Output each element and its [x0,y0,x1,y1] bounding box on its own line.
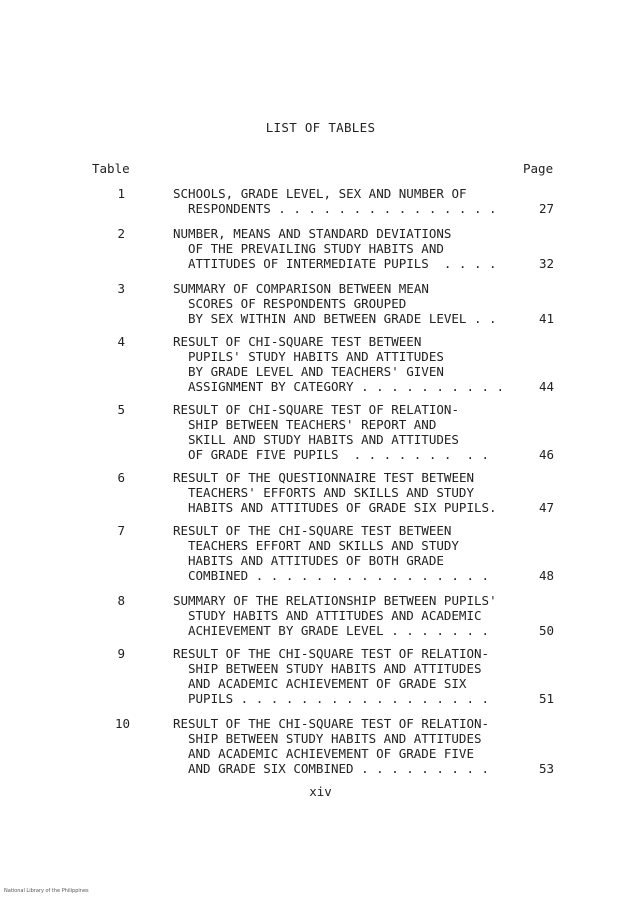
entry-title-line: AND ACADEMIC ACHIEVEMENT OF GRADE SIX [188,676,467,691]
entry-title-line: RESULT OF CHI-SQUARE TEST OF RELATION- [173,402,459,417]
entry-page-number: 44 [538,379,554,394]
entry-title-line: RESULT OF THE CHI-SQUARE TEST OF RELATION- [173,716,490,731]
entry-number: 3 [117,281,125,296]
entry-page-number: 53 [538,761,554,776]
entry-title-line: SUMMARY OF THE RELATIONSHIP BETWEEN PUPILS' [173,593,497,608]
entry-title-line: RESPONDENTS . . . . . . . . . . . . . . . [188,201,497,216]
entry-title-line: STUDY HABITS AND ATTITUDES AND ACADEMIC [188,608,482,623]
entry-title-line: ACHIEVEMENT BY GRADE LEVEL . . . . . . . [188,623,490,638]
entry-title-line: SCHOOLS, GRADE LEVEL, SEX AND NUMBER OF [173,186,467,201]
entry-title [173,334,504,394]
entry-title-line: SUMMARY OF COMPARISON BETWEEN MEAN [173,281,429,296]
entry-title-line: OF GRADE FIVE PUPILS . . . . . . . . . [188,447,490,462]
entry-number: 4 [117,334,125,349]
entry-title-line: AND ACADEMIC ACHIEVEMENT OF GRADE FIVE [188,746,474,761]
entry-title-line: RESULT OF THE CHI-SQUARE TEST OF RELATION- [173,646,490,661]
entry-title [173,402,489,462]
entry-title [173,470,497,515]
entry-title-line: RESULT OF THE CHI-SQUARE TEST BETWEEN [173,523,452,538]
entry-title-line: TEACHERS EFFORT AND SKILLS AND STUDY [188,538,459,553]
entry-title-line: SKILL AND STUDY HABITS AND ATTITUDES [188,432,459,447]
entry-page-number: 46 [538,447,554,462]
entry-title [173,593,497,638]
entry-number: 7 [117,523,125,538]
entry-title-line: OF THE PREVAILING STUDY HABITS AND [188,241,444,256]
entry-title-line: NUMBER, MEANS AND STANDARD DEVIATIONS [173,226,452,241]
entry-title [173,523,489,583]
page-number: xiv [309,784,332,799]
entry-title-line: SCORES OF RESPONDENTS GROUPED [188,296,407,311]
entry-number: 1 [117,186,125,201]
entry-title-line: ATTITUDES OF INTERMEDIATE PUPILS . . . . [188,256,497,271]
entry-number: 10 [114,716,130,731]
entry-number: 6 [117,470,125,485]
page-title: LIST OF TABLES [265,120,376,135]
entry-page-number: 32 [538,256,554,271]
entry-title-line: PUPILS' STUDY HABITS AND ATTITUDES [188,349,444,364]
table-column-header: Table [92,161,130,176]
entry-page-number: 27 [538,201,554,216]
entry-number: 2 [117,226,125,241]
entry-title [173,716,489,776]
entry-title-line: BY GRADE LEVEL AND TEACHERS' GIVEN [188,364,444,379]
entry-title-line: HABITS AND ATTITUDES OF BOTH GRADE [188,553,444,568]
entry-title-line: TEACHERS' EFFORTS AND SKILLS AND STUDY [188,485,474,500]
entry-title-line: SHIP BETWEEN TEACHERS' REPORT AND [188,417,437,432]
entry-title-line: RESULT OF CHI-SQUARE TEST BETWEEN [173,334,422,349]
entry-title-line: RESULT OF THE QUESTIONNAIRE TEST BETWEEN [173,470,475,485]
entry-number: 8 [117,593,125,608]
entry-title-line: HABITS AND ATTITUDES OF GRADE SIX PUPILS. [188,500,497,515]
entry-title-line: ASSIGNMENT BY CATEGORY . . . . . . . . . . [188,379,505,394]
entry-title-line: PUPILS . . . . . . . . . . . . . . . . . [188,691,490,706]
entry-page-number: 48 [538,568,554,583]
page-column-header: Page [523,161,554,176]
library-footer: National Library of the Philippines [4,888,89,894]
entry-title-line: AND GRADE SIX COMBINED . . . . . . . . . [188,761,490,776]
entry-title [173,281,497,326]
entry-page-number: 41 [538,311,554,326]
entry-page-number: 47 [538,500,554,515]
entry-number: 9 [117,646,125,661]
entry-title-line: BY SEX WITHIN AND BETWEEN GRADE LEVEL . . [188,311,497,326]
entry-title [173,186,497,216]
entry-title-line: COMBINED . . . . . . . . . . . . . . . . [188,568,490,583]
entry-page-number: 51 [538,691,554,706]
entry-title-line: SHIP BETWEEN STUDY HABITS AND ATTITUDES [188,661,482,676]
entry-title [173,646,489,706]
entry-title-line: SHIP BETWEEN STUDY HABITS AND ATTITUDES [188,731,482,746]
entry-title [173,226,497,271]
entry-number: 5 [117,402,125,417]
entry-page-number: 50 [538,623,554,638]
